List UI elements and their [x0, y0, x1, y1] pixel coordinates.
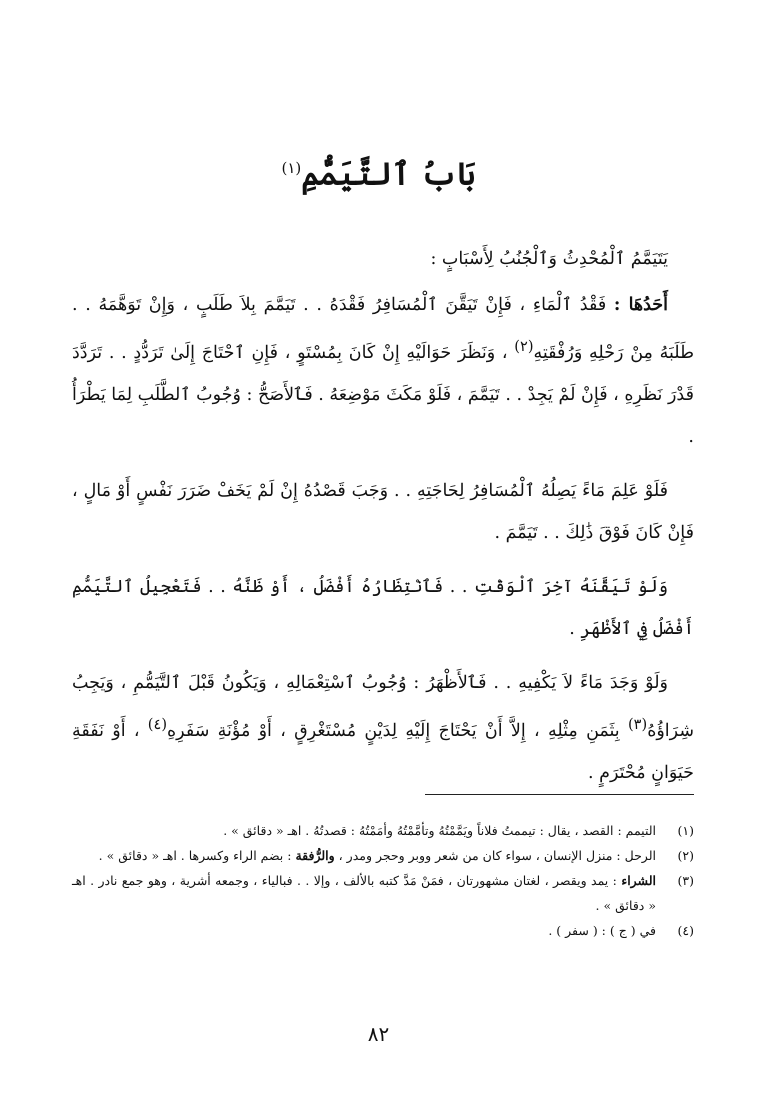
footnote-text: [72, 868, 656, 918]
paragraph-2: فَلَوْ عَلِمَ مَاءً يَصِلُهُ ٱلْمُسَافِرُ لِحَاجَتِهِ . . وَجَبَ قَصْدُهُ إِنْ لَمْ يَخَفْ ضَرَرَ نَفْسٍ أَوْ مَالٍ ، فَإِنْ كَانَ فَوْقَ ذَٰلِكَ . . تَيَمَّمَ .: [72, 480, 694, 543]
paragraph-1: [72, 284, 694, 458]
title-footnote-ref: (١): [281, 159, 302, 177]
footnote-text: في ( ج ) : ( سفر ) .: [548, 923, 656, 938]
footnote-ref-3: (٣): [627, 715, 648, 733]
chapter-title: [0, 148, 757, 194]
chapter-title-text: بَابُ ٱلتَّيَمُّمِ: [301, 156, 476, 193]
paragraph-1-text-b: ، وَنَظَرَ حَوَالَيْهِ إِنْ كَانَ بِمُسْتَوٍ ، فَإِنِ ٱحْتَاجَ إِلَىٰ تَرَدُّدٍ . . تَرَدَّدَ قَدْرَ نَظَرِهِ ، فَإِنْ لَمْ يَجِدْ . . تَيَمَّمَ ، فَلَوْ مَكَثَ مَوْضِعَهُ . فَٱلأَصَحُّ : وُجُوبُ ٱلطَّلَبِ لِمَا يَطْرَأُ .: [72, 342, 694, 447]
main-text: [72, 238, 694, 794]
intro-paragraph: يَتَيَمَّمُ ٱلْمُحْدِثُ وَٱلْجُنُبُ لِأَسْبَابٍ :: [430, 249, 668, 269]
footnote-4: [72, 918, 694, 943]
footnotes: [72, 818, 694, 943]
footnote-separator: [425, 794, 694, 795]
footnote-ref-4: (٤): [147, 715, 168, 733]
paragraph-4-text-c: ، أَوْ نَفَقَةِ حَيَوَانٍ مُحْتَرَمٍ .: [72, 720, 694, 783]
paragraph-4-text-a: وَلَوْ وَجَدَ مَاءً لاَ يَكْفِيهِ . . فَٱلأَظْهَرُ : وُجُوبُ ٱسْتِعْمَالِهِ ، وَيَكُونُ قَبْلَ ٱلتَّيَمُّمِ ، وَيَجِبُ شِرَاؤُهُ: [72, 672, 694, 741]
paragraph-1-text-a: فَقْدُ ٱلْمَاءِ ، فَإِنْ تَيَقَّنَ ٱلْمُسَافِرُ فَقْدَهُ . . تَيَمَّمَ بِلاَ طَلَبٍ ، وَإِنْ تَوَهَّمَهُ . . طَلَبَهُ مِنْ رَحْلِهِ وَرُفْقَتِهِ: [72, 295, 694, 363]
footnote-number: (٤): [677, 923, 694, 938]
footnote-text-part: الرحل : منزل الإنسان ، سواء كان من شعر ووبر وحجر ومدر ،: [334, 848, 656, 863]
footnote-number: (١): [677, 823, 694, 838]
paragraph-3: وَلَوْ تَيَقَّنَهُ آخِرَ ٱلْوَقْتِ . . فَٱنْتِظَارُهُ أَفْضَلُ ، أَوْ ظَنَّهُ . . فَتَعْجِيلُ ٱلتَّيَمُّمِ أَفْضَلُ فِي ٱلأَظْهَرِ .: [72, 576, 694, 639]
page-number: ٨٢: [367, 1022, 390, 1046]
paragraph-4: [72, 662, 694, 794]
footnote-term: الشراء: [621, 873, 656, 888]
footnote-text-part: : بضم الراء وكسرها . اهـ « دقائق » .: [98, 848, 296, 863]
footnote-ref-2: (٢): [514, 338, 534, 355]
footnote-number: (٣): [677, 873, 694, 888]
footnote-3: [72, 868, 694, 918]
footnote-1: [72, 818, 694, 843]
paragraph-4-text-b: بِثَمَنِ مِثْلِهِ ، إِلاَّ أَنْ يَحْتَاجَ إِلَيْهِ لِدَيْنٍ مُسْتَغْرِقٍ ، أَوْ مُؤْنَةِ سَفَرِهِ: [167, 720, 628, 741]
footnote-text: [72, 843, 656, 868]
footnote-text-part: : يمد ويقصر ، لغتان مشهورتان ، فمَنْ مَدَّ كتبه بالألف ، وإلا . . فبالياء ، وجمعه أشرية ، وهو جمع نادر . اهـ « دقائق » .: [72, 873, 656, 913]
footnote-2: [72, 843, 694, 868]
paragraph-1-lead: أَحَدُهَا :: [613, 295, 668, 315]
footnote-term: والرُّفقة: [295, 848, 335, 863]
footnote-number: (٢): [677, 848, 694, 863]
footnote-text: التيمم : القصد ، يقال : تيممتُ فلاناً ويَمَّمْتُهُ وتأمَّمْتُهُ وأمَمْتُهُ : قصدتُهُ . اهـ « دقائق » .: [223, 823, 656, 838]
